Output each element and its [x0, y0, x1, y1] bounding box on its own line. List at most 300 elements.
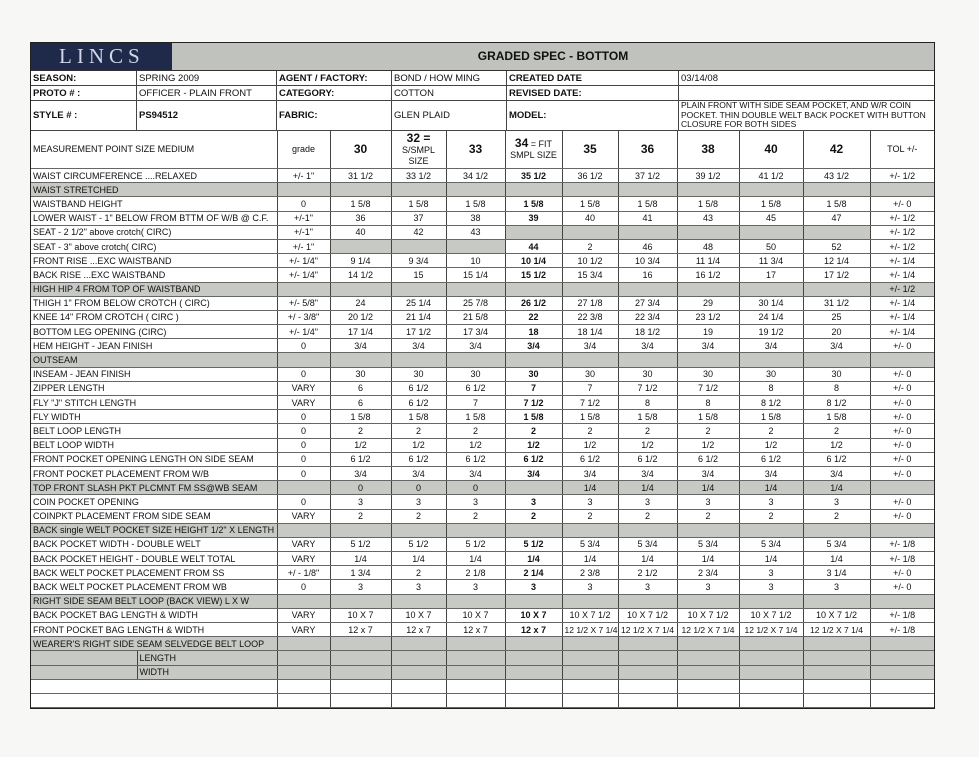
value-cell: 38 — [446, 211, 505, 225]
value-cell: 3/4 — [505, 339, 562, 353]
value-cell: 2 — [562, 509, 618, 523]
value-cell: 23 1/2 — [677, 310, 739, 324]
value-cell: 30 — [330, 367, 391, 381]
value-cell — [618, 282, 677, 296]
value-cell — [803, 183, 870, 197]
value-cell: 41 1/2 — [739, 169, 803, 183]
value-cell — [803, 523, 870, 537]
measurement-label: WAIST CIRCUMFERENCE ....RELAXED — [31, 169, 277, 183]
header-row-style — [31, 101, 934, 131]
value-cell: 1/4 — [618, 481, 677, 495]
value-cell: 2 3/4 — [677, 566, 739, 580]
blank-cell — [677, 679, 739, 693]
column-header-row — [31, 131, 934, 169]
value-cell — [803, 353, 870, 367]
measurement-label: FRONT RISE ...EXC WAISTBAND — [31, 254, 277, 268]
blank-cell — [803, 679, 870, 693]
table-row — [31, 566, 934, 580]
table-row — [31, 268, 934, 282]
value-cell: 3 — [562, 495, 618, 509]
tolerance-cell — [870, 523, 934, 537]
tolerance-cell: +/- 0 — [870, 580, 934, 594]
value-cell: 3/4 — [446, 466, 505, 480]
value-cell: 15 3/4 — [562, 268, 618, 282]
grade-cell: 0 — [277, 197, 330, 211]
measurement-label: ZIPPER LENGTH — [31, 381, 277, 395]
value-cell: 2 1/8 — [446, 566, 505, 580]
value-cell: 1 5/8 — [446, 410, 505, 424]
grade-cell: +/ - 3/8" — [277, 310, 330, 324]
value-cell: 18 1/4 — [562, 325, 618, 339]
table-row — [31, 466, 934, 480]
value-cell: 2 — [330, 509, 391, 523]
created-label: CREATED DATE — [507, 71, 679, 85]
table-row — [31, 495, 934, 509]
value-cell — [391, 523, 446, 537]
tolerance-cell: +/- 1/4 — [870, 310, 934, 324]
value-cell: 2 — [391, 424, 446, 438]
model-description: PLAIN FRONT WITH SIDE SEAM POCKET, AND W/R COIN POCKET. THIN DOUBLE WELT BACK POCKET WITH BUTTON CLOSURE FOR BOTH SIDES — [681, 101, 926, 130]
value-cell: 6 1/2 — [739, 452, 803, 466]
value-cell: 2 — [739, 424, 803, 438]
blank-cell — [277, 651, 330, 665]
blank-cell — [562, 693, 618, 707]
blank-cell — [31, 665, 137, 679]
value-cell: 1 5/8 — [677, 197, 739, 211]
table-row — [31, 183, 934, 197]
value-cell: 1 5/8 — [330, 410, 391, 424]
blank-cell — [870, 693, 934, 707]
blank-cell — [677, 693, 739, 707]
value-cell: 7 — [505, 381, 562, 395]
value-cell: 12 1/2 X 7 1/4 — [562, 623, 618, 637]
value-cell — [739, 594, 803, 608]
grade-cell: +/-1" — [277, 211, 330, 225]
value-cell: 6 1/2 — [677, 452, 739, 466]
value-cell: 46 — [618, 239, 677, 253]
tolerance-cell: +/- 1/2 — [870, 211, 934, 225]
table-row — [31, 623, 934, 637]
value-cell: 15 — [391, 268, 446, 282]
value-cell: 1/2 — [803, 438, 870, 452]
value-cell: 3 — [505, 495, 562, 509]
value-cell: 5 1/2 — [391, 537, 446, 551]
size-30-header: 30 — [330, 131, 391, 169]
table-row — [31, 367, 934, 381]
value-cell: 5 1/2 — [505, 537, 562, 551]
revised-value — [679, 86, 932, 100]
value-cell: 6 1/2 — [391, 452, 446, 466]
value-cell: 1/4 — [446, 552, 505, 566]
grade-cell: 0 — [277, 410, 330, 424]
value-cell: 14 1/2 — [330, 268, 391, 282]
value-cell: 0 — [391, 481, 446, 495]
value-cell: 10 X 7 1/2 — [739, 608, 803, 622]
empty-row — [31, 679, 934, 693]
grade-cell: 0 — [277, 466, 330, 480]
tolerance-cell: +/- 1/2 — [870, 239, 934, 253]
table-row — [31, 211, 934, 225]
season-label: SEASON: — [31, 71, 137, 85]
value-cell: 30 1/4 — [739, 296, 803, 310]
value-cell: 2 — [803, 424, 870, 438]
value-cell — [803, 282, 870, 296]
size-34-header: 34 = FIT SMPL SIZE — [505, 131, 562, 169]
value-cell — [803, 225, 870, 239]
value-cell: 1 5/8 — [505, 410, 562, 424]
value-cell: 2 — [330, 424, 391, 438]
tolerance-cell — [870, 594, 934, 608]
tolerance-cell: +/- 0 — [870, 197, 934, 211]
value-cell: 2 — [391, 566, 446, 580]
value-cell: 2 — [391, 509, 446, 523]
table-row — [31, 282, 934, 296]
tolerance-cell — [870, 353, 934, 367]
measurement-label: WAIST STRETCHED — [31, 183, 277, 197]
tolerance-cell: +/- 1/8 — [870, 623, 934, 637]
grade-cell: 0 — [277, 339, 330, 353]
value-cell — [677, 282, 739, 296]
measurement-label: BOTTOM LEG OPENING (CIRC) — [31, 325, 277, 339]
value-cell: 30 — [803, 367, 870, 381]
value-cell: 1/2 — [562, 438, 618, 452]
tolerance-cell: +/- 0 — [870, 367, 934, 381]
value-cell: 10 X 7 1/2 — [618, 608, 677, 622]
value-cell: 6 1/2 — [330, 452, 391, 466]
table-row — [31, 637, 934, 651]
table-row — [31, 580, 934, 594]
measurement-label: BACK POCKET BAG LENGTH & WIDTH — [31, 608, 277, 622]
value-cell: 21 5/8 — [446, 310, 505, 324]
value-cell: 2 — [505, 424, 562, 438]
value-cell: 24 1/4 — [739, 310, 803, 324]
grade-cell: +/- 1/4" — [277, 254, 330, 268]
value-cell: 3/4 — [739, 339, 803, 353]
value-cell: 36 1/2 — [562, 169, 618, 183]
value-cell: 1 5/8 — [803, 410, 870, 424]
value-cell: 11 3/4 — [739, 254, 803, 268]
value-cell: 1/4 — [803, 481, 870, 495]
value-cell: 47 — [803, 211, 870, 225]
value-cell — [739, 183, 803, 197]
value-cell — [677, 183, 739, 197]
value-cell: 2 1/2 — [618, 566, 677, 580]
grade-cell — [277, 282, 330, 296]
value-cell: 6 1/2 — [391, 396, 446, 410]
value-cell: 1/4 — [677, 552, 739, 566]
grade-cell — [277, 353, 330, 367]
grade-cell: +/-1" — [277, 225, 330, 239]
value-cell: 1/4 — [505, 552, 562, 566]
measurement-label: KNEE 14" FROM CROTCH ( CIRC ) — [31, 310, 277, 324]
blank-cell — [677, 665, 739, 679]
table-row — [31, 410, 934, 424]
tolerance-cell: +/- 0 — [870, 438, 934, 452]
grade-cell — [277, 637, 330, 651]
sub-row-label: WIDTH — [137, 665, 277, 679]
size-35-header: 35 — [562, 131, 618, 169]
value-cell — [505, 282, 562, 296]
model-label: MODEL: — [507, 101, 679, 130]
value-cell: 52 — [803, 239, 870, 253]
grade-cell — [277, 481, 330, 495]
value-cell: 1 5/8 — [330, 197, 391, 211]
value-cell: 1 5/8 — [391, 410, 446, 424]
value-cell: 8 — [739, 381, 803, 395]
value-cell: 1/4 — [330, 552, 391, 566]
value-cell — [330, 353, 391, 367]
blank-cell — [739, 665, 803, 679]
value-cell: 3/4 — [562, 466, 618, 480]
value-cell — [677, 523, 739, 537]
style-value: PS94512 — [137, 101, 277, 130]
value-cell: 1/4 — [803, 552, 870, 566]
blank-cell — [618, 651, 677, 665]
table-row — [31, 296, 934, 310]
value-cell: 22 — [505, 310, 562, 324]
measurement-label: OUTSEAM — [31, 353, 277, 367]
table-row — [31, 254, 934, 268]
value-cell: 50 — [739, 239, 803, 253]
value-cell: 3/4 — [618, 339, 677, 353]
grade-cell: 0 — [277, 452, 330, 466]
value-cell: 15 1/4 — [446, 268, 505, 282]
value-cell: 6 1/2 — [803, 452, 870, 466]
sub-row — [31, 651, 934, 665]
blank-cell — [277, 693, 330, 707]
value-cell: 10 X 7 — [330, 608, 391, 622]
measurement-label: BELT LOOP WIDTH — [31, 438, 277, 452]
value-cell: 2 — [505, 509, 562, 523]
value-cell: 3 — [391, 495, 446, 509]
value-cell: 3/4 — [803, 339, 870, 353]
grade-cell: +/- 1" — [277, 169, 330, 183]
value-cell: 1/2 — [446, 438, 505, 452]
blank-cell — [618, 693, 677, 707]
blank-cell — [739, 693, 803, 707]
value-cell: 16 — [618, 268, 677, 282]
proto-value: OFFICER - PLAIN FRONT — [137, 86, 277, 100]
value-cell: 11 1/4 — [677, 254, 739, 268]
value-cell: 2 — [739, 509, 803, 523]
value-cell: 1/2 — [739, 438, 803, 452]
value-cell: 3 — [803, 580, 870, 594]
blank-cell — [446, 693, 505, 707]
sub-row-label: LENGTH — [137, 651, 277, 665]
value-cell: 3 — [446, 580, 505, 594]
value-cell: 3 — [562, 580, 618, 594]
value-cell: 30 — [739, 367, 803, 381]
value-cell: 3 — [505, 580, 562, 594]
agent-label: AGENT / FACTORY: — [277, 71, 392, 85]
blank-cell — [391, 665, 446, 679]
value-cell: 10 X 7 — [391, 608, 446, 622]
value-cell — [446, 353, 505, 367]
measurement-label: LOWER WAIST - 1" BELOW FROM BTTM OF W/B @ C.F. — [31, 211, 277, 225]
value-cell — [618, 523, 677, 537]
value-cell: 31 1/2 — [803, 296, 870, 310]
measurement-label: WEARER'S RIGHT SIDE SEAM SELVEDGE BELT LOOP — [31, 637, 277, 651]
measurement-label: BACK single WELT POCKET SIZE HEIGHT 1/2" X LENGTH — [31, 523, 277, 537]
measurement-label: RIGHT SIDE SEAM BELT LOOP (BACK VIEW) L X W — [31, 594, 277, 608]
value-cell: 1 5/8 — [562, 410, 618, 424]
value-cell: 3 — [739, 495, 803, 509]
value-cell — [391, 282, 446, 296]
value-cell: 25 1/4 — [391, 296, 446, 310]
value-cell: 3/4 — [391, 339, 446, 353]
blank-cell — [31, 679, 277, 693]
value-cell: 10 X 7 — [505, 608, 562, 622]
value-cell: 21 1/4 — [391, 310, 446, 324]
value-cell: 9 1/4 — [330, 254, 391, 268]
table-row — [31, 523, 934, 537]
sub-row — [31, 665, 934, 679]
value-cell — [618, 637, 677, 651]
value-cell — [446, 282, 505, 296]
tolerance-cell: +/- 1/4 — [870, 268, 934, 282]
size-33-header: 33 — [446, 131, 505, 169]
grade-cell: VARY — [277, 396, 330, 410]
value-cell: 5 3/4 — [618, 537, 677, 551]
value-cell: 30 — [505, 367, 562, 381]
value-cell: 34 1/2 — [446, 169, 505, 183]
blank-cell — [803, 665, 870, 679]
tolerance-cell: +/- 0 — [870, 566, 934, 580]
value-cell: 12 1/2 X 7 1/4 — [803, 623, 870, 637]
value-cell — [562, 282, 618, 296]
value-cell: 39 — [505, 211, 562, 225]
value-cell: 3/4 — [330, 466, 391, 480]
value-cell: 30 — [446, 367, 505, 381]
value-cell — [446, 183, 505, 197]
value-cell: 12 1/4 — [803, 254, 870, 268]
table-row — [31, 396, 934, 410]
value-cell: 22 3/8 — [562, 310, 618, 324]
value-cell — [446, 594, 505, 608]
value-cell — [330, 239, 391, 253]
blank-cell — [562, 665, 618, 679]
category-label: CATEGORY: — [277, 86, 392, 100]
value-cell — [739, 225, 803, 239]
value-cell: 3 — [677, 580, 739, 594]
revised-label: REVISED DATE: — [507, 86, 679, 100]
value-cell: 17 1/2 — [803, 268, 870, 282]
grade-cell: 0 — [277, 438, 330, 452]
grade-cell — [277, 523, 330, 537]
value-cell: 2 — [446, 509, 505, 523]
value-cell: 6 — [330, 396, 391, 410]
value-cell: 29 — [677, 296, 739, 310]
value-cell: 1 5/8 — [505, 197, 562, 211]
value-cell: 3 — [618, 495, 677, 509]
measurement-label: BACK WELT POCKET PLACEMENT FROM SS — [31, 566, 277, 580]
blank-cell — [277, 679, 330, 693]
size-42-header: 42 — [803, 131, 870, 169]
value-cell — [677, 353, 739, 367]
value-cell: 10 X 7 1/2 — [803, 608, 870, 622]
size-38-header: 38 — [677, 131, 739, 169]
value-cell: 2 — [618, 424, 677, 438]
tolerance-cell: +/- 1/2 — [870, 282, 934, 296]
table-row — [31, 537, 934, 551]
value-cell: 1/2 — [330, 438, 391, 452]
value-cell — [562, 183, 618, 197]
value-cell: 41 — [618, 211, 677, 225]
value-cell: 1 3/4 — [330, 566, 391, 580]
measurement-label: INSEAM - JEAN FINISH — [31, 367, 277, 381]
value-cell: 3/4 — [330, 339, 391, 353]
measurement-label: SEAT - 3" above crotch( CIRC) — [31, 239, 277, 253]
created-value: 03/14/08 — [681, 72, 718, 84]
blank-cell — [803, 651, 870, 665]
value-cell: 10 1/4 — [505, 254, 562, 268]
fabric-label: FABRIC: — [277, 101, 392, 130]
value-cell: 8 — [618, 396, 677, 410]
value-cell: 5 1/2 — [446, 537, 505, 551]
value-cell — [618, 183, 677, 197]
value-cell: 1/2 — [618, 438, 677, 452]
measurement-label: BACK WELT POCKET PLACEMENT FROM WB — [31, 580, 277, 594]
value-cell: 40 — [562, 211, 618, 225]
value-cell — [391, 353, 446, 367]
value-cell: 12 1/2 X 7 1/4 — [618, 623, 677, 637]
value-cell: 10 1/2 — [562, 254, 618, 268]
value-cell: 2 — [677, 509, 739, 523]
tolerance-cell: +/- 0 — [870, 495, 934, 509]
measurement-label: TOP FRONT SLASH PKT PLCMNT FM SS@WB SEAM — [31, 481, 277, 495]
value-cell — [446, 523, 505, 537]
value-cell: 22 3/4 — [618, 310, 677, 324]
value-cell: 12 x 7 — [391, 623, 446, 637]
measurement-label: THIGH 1" FROM BELOW CROTCH ( CIRC) — [31, 296, 277, 310]
tolerance-header: TOL +/- — [870, 131, 934, 169]
tolerance-cell: +/- 0 — [870, 396, 934, 410]
value-cell: 8 — [803, 381, 870, 395]
measurement-label: BACK RISE ...EXC WAISTBAND — [31, 268, 277, 282]
value-cell: 44 — [505, 239, 562, 253]
grade-cell: +/ - 1/8" — [277, 566, 330, 580]
value-cell — [391, 637, 446, 651]
blank-cell — [330, 665, 391, 679]
value-cell: 6 1/2 — [618, 452, 677, 466]
tolerance-cell: +/- 0 — [870, 466, 934, 480]
grade-cell: +/- 1/4" — [277, 268, 330, 282]
value-cell: 3 — [391, 580, 446, 594]
tolerance-cell: +/- 0 — [870, 381, 934, 395]
blank-cell — [505, 651, 562, 665]
value-cell: 16 1/2 — [677, 268, 739, 282]
header-row-season — [31, 71, 934, 86]
value-cell: 1 5/8 — [618, 197, 677, 211]
value-cell: 12 x 7 — [330, 623, 391, 637]
fabric-value: GLEN PLAID — [392, 101, 507, 130]
blank-cell — [870, 665, 934, 679]
value-cell: 0 — [446, 481, 505, 495]
measurement-label: HIGH HIP 4 FROM TOP OF WAISTBAND — [31, 282, 277, 296]
value-cell: 7 — [446, 396, 505, 410]
blank-cell — [618, 665, 677, 679]
value-cell — [391, 239, 446, 253]
value-cell: 5 3/4 — [562, 537, 618, 551]
value-cell — [330, 523, 391, 537]
value-cell — [739, 353, 803, 367]
grade-cell: 0 — [277, 424, 330, 438]
table-row — [31, 197, 934, 211]
value-cell: 31 1/2 — [330, 169, 391, 183]
value-cell — [562, 637, 618, 651]
table-row — [31, 310, 934, 324]
table-row — [31, 438, 934, 452]
